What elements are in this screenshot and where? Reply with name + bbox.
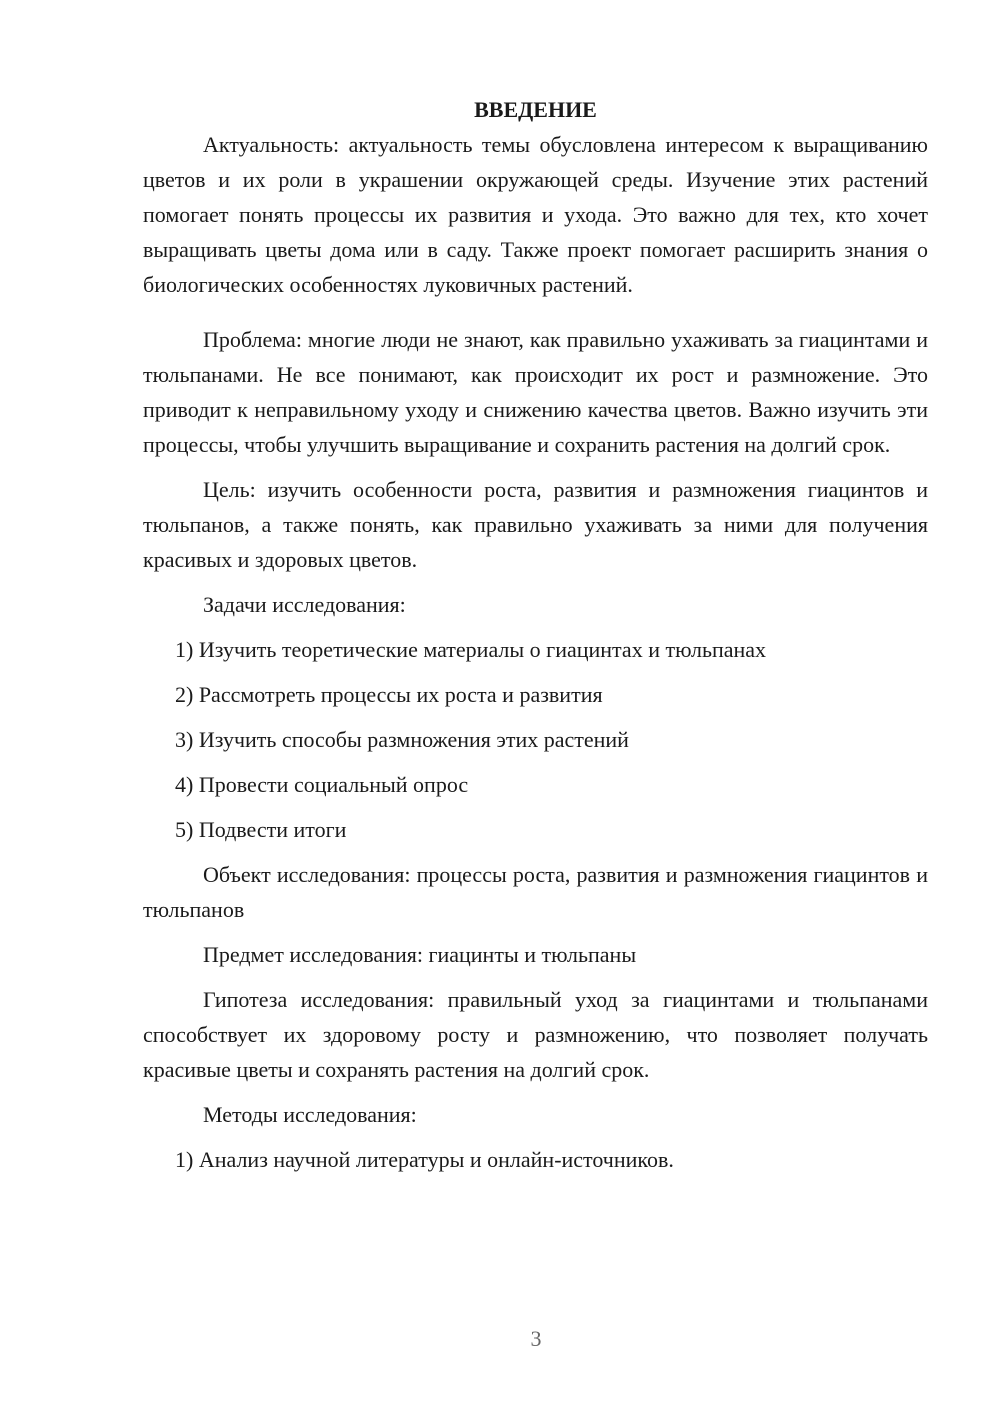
task-item: 4) Провести социальный опрос — [175, 772, 469, 797]
task-item: 3) Изучить способы размножения этих растений — [175, 727, 629, 752]
page-number: 3 — [530, 1326, 542, 1351]
goal-paragraph: Цель: изучить особенности роста, развития и размножения гиацинтов и тюльпанов, а также понять, как правильно ухаживать за ними для получения красивых и здоровых цветов. — [143, 477, 928, 572]
problem-paragraph: Проблема: многие люди не знают, как правильно ухаживать за гиацинтами и тюльпанами. Не все понимают, как происходит их рост и размножение. Это приводит к неправильному уходу и снижению качества цветов. Важно изучить эти процессы, чтобы улучшить выращивание и сохранить растения на долгий срок. — [143, 327, 928, 457]
task-item: 2) Рассмотреть процессы их роста и развития — [175, 682, 603, 707]
page-content — [143, 92, 928, 1177]
hypothesis-paragraph: Гипотеза исследования: правильный уход за гиацинтами и тюльпанами способствует их здоровому росту и размножению, что позволяет получать красивые цветы и сохранять растения на долгий срок. — [143, 987, 928, 1082]
relevance-paragraph: Актуальность: актуальность темы обусловлена интересом к выращиванию цветов и их роли в украшении окружающей среды. Изучение этих растений помогает понять процессы их развития и ухода. Это важно для тех, кто хочет выращивать цветы дома или в саду. Также проект помогает расширить знания о биологических особенностях луковичных растений. — [143, 132, 928, 297]
page-title: ВВЕДЕНИЕ — [474, 97, 597, 122]
object-paragraph: Объект исследования: процессы роста, развития и размножения гиацинтов и тюльпанов — [143, 862, 928, 922]
methods-title: Методы исследования: — [203, 1102, 417, 1127]
task-item: 5) Подвести итоги — [175, 817, 347, 842]
method-item: 1) Анализ научной литературы и онлайн-источников. — [175, 1147, 674, 1172]
task-item: 1) Изучить теоретические материалы о гиацинтах и тюльпанах — [175, 637, 767, 662]
tasks-title: Задачи исследования: — [203, 592, 406, 617]
subject-paragraph: Предмет исследования: гиацинты и тюльпаны — [203, 942, 637, 967]
